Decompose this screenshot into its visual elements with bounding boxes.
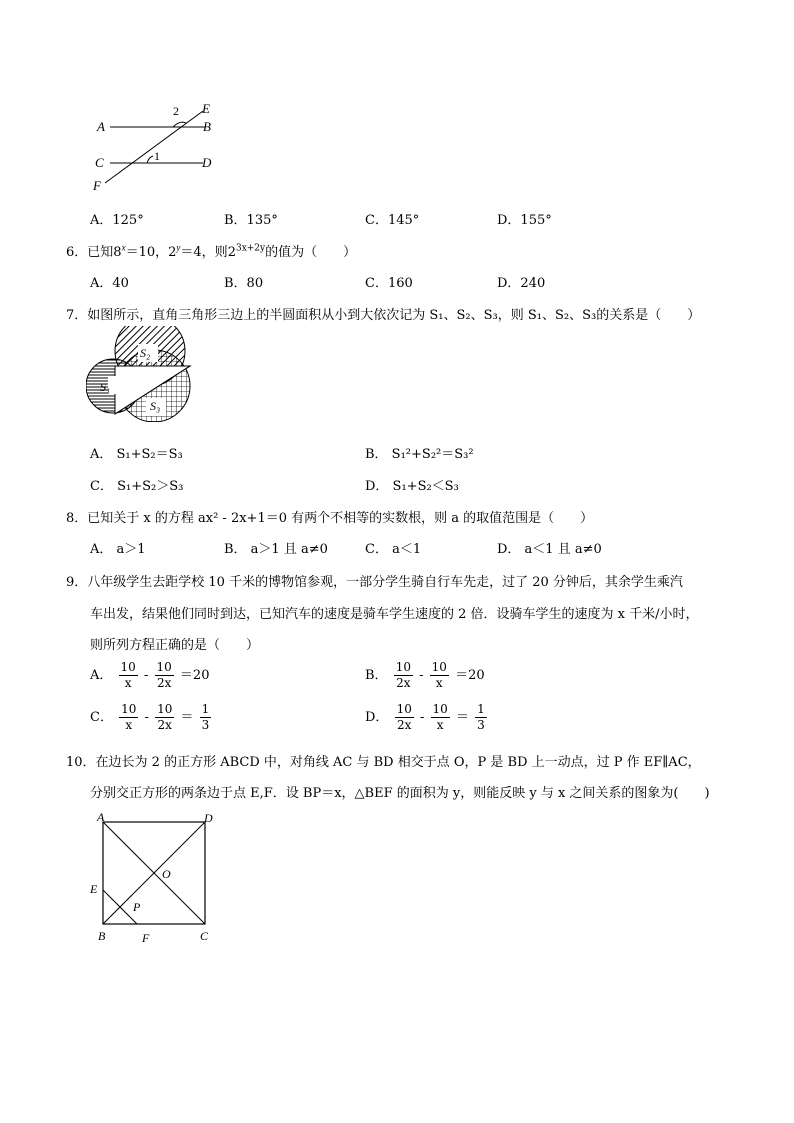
q9-option-b: B． $\frac{10}{2x}$ - $\frac{10}{x}$ ＝20 xyxy=(365,660,485,690)
label-f: F xyxy=(142,931,150,945)
label-d: D xyxy=(204,811,213,825)
q9-stem-line2: 车出发，结果他们同时到达，已知汽车的速度是骑车学生速度的 2 倍．设骑车学生的速度为 x 千米/小时， xyxy=(90,607,699,622)
q9-option-c: C． $\frac{10}{x}$ - $\frac{10}{2x}$ ＝ $\frac{1}{3}$ xyxy=(90,702,210,732)
q5-option-b: B．135° xyxy=(224,213,278,228)
q9-option-d: D． $\frac{10}{2x}$ - $\frac{10}{x}$ ＝ $\frac{1}{3}$ xyxy=(365,702,485,732)
label-d: D xyxy=(202,155,212,170)
q8-option-b: B． a＞1 且 a≠0 xyxy=(224,542,328,557)
label-c: C xyxy=(200,929,209,943)
q7-option-d: D． S₁+S₂＜S₃ xyxy=(365,479,459,494)
q9-stem-line3: 则所列方程正确的是（ ） xyxy=(90,638,260,653)
q7-option-c: C． S₁+S₂＞S₃ xyxy=(90,479,184,494)
q5-figure xyxy=(85,98,225,198)
label-b: B xyxy=(98,929,106,943)
label-o: O xyxy=(162,867,171,881)
q10-stem-line2: 分别交正方形的两条边于点 E,F．设 BP＝x，△BEF 的面积为 y，则能反映 y 与 x 之间关系的图象为( ) xyxy=(90,786,710,801)
q6-stem: 6．已知$8^x=10$，$2^y=4$，则$2^{3x+2y}$的值为（ ） xyxy=(66,242,357,260)
label-a: A xyxy=(97,810,105,824)
label-p: P xyxy=(133,900,141,914)
q9-option-a: A． $\frac{10}{x}$ - $\frac{10}{2x}$ ＝20 xyxy=(90,660,210,690)
label-s1: S₁ xyxy=(100,380,111,394)
q10-stem-line1: 10．在边长为 2 的正方形 ABCD 中，对角线 AC 与 BD 相交于点 O，P 是 BD 上一动点，过 P 作 EF∥AC， xyxy=(66,755,701,770)
q5-option-c: C．145° xyxy=(365,213,420,228)
q6-option-d: D．240 xyxy=(497,276,546,291)
q6-option-a: A．40 xyxy=(90,276,129,291)
q8-option-d: D． a＜1 且 a≠0 xyxy=(497,542,602,557)
q5-option-a: A．125° xyxy=(90,213,144,228)
q7-stem: 7．如图所示，直角三角形三边上的半圆面积从小到大依次记为 S₁、S₂、S₃，则 S₁、S₂、S₃的关系是（ ） xyxy=(66,308,701,323)
q8-option-a: A． a＞1 xyxy=(90,542,146,557)
label-c: C xyxy=(95,155,104,170)
q8-stem: 8．已知关于 x 的方程 ax² - 2x+1＝0 有两个不相等的实数根，则 a 的取值范围是（ ） xyxy=(66,511,594,526)
q6-option-b: B．80 xyxy=(224,276,264,291)
label-b: B xyxy=(203,119,211,134)
q7-option-b: B． S₁²+S₂²＝S₃² xyxy=(365,447,474,462)
angle-2: 2 xyxy=(173,104,179,118)
label-a: A xyxy=(97,119,105,134)
label-f: F xyxy=(93,178,101,193)
q6-option-c: C．160 xyxy=(365,276,413,291)
label-e: E xyxy=(202,101,210,116)
q5-option-d: D．155° xyxy=(497,213,552,228)
q9-stem-line1: 9．八年级学生去距学校 10 千米的博物馆参观，一部分学生骑自行车先走，过了 20 分钟后，其余学生乘汽 xyxy=(66,575,683,590)
label-e: E xyxy=(90,882,98,896)
label-s2: S₂ xyxy=(140,346,151,360)
angle-1: 1 xyxy=(154,149,160,163)
q8-option-c: C． a＜1 xyxy=(365,542,422,557)
q10-figure xyxy=(86,808,226,948)
label-s3: S₃ xyxy=(150,399,161,413)
q7-figure xyxy=(86,326,198,422)
q7-option-a: A． S₁+S₂＝S₃ xyxy=(90,447,183,462)
